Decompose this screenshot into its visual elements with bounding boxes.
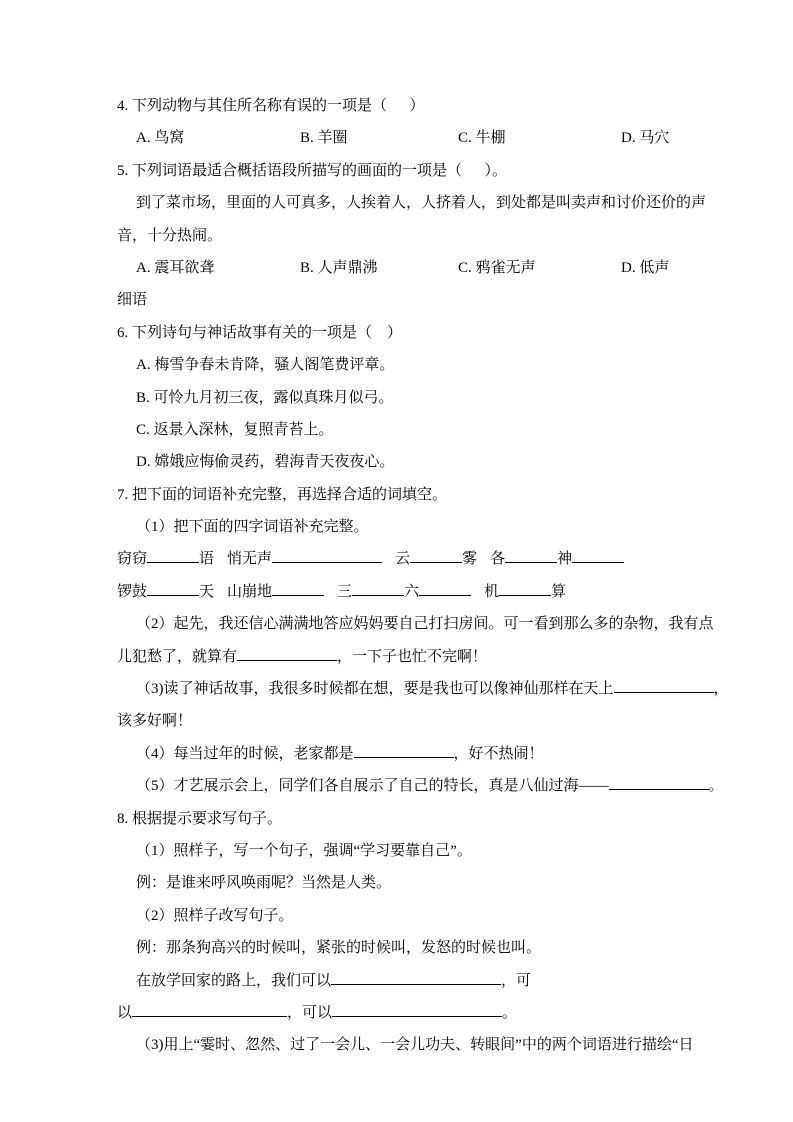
sentence-text: ，可以: [287, 1004, 333, 1021]
answer-blank: [332, 1002, 502, 1017]
option-a: A. 鸟窝: [136, 130, 185, 147]
question-8-example-2: 例：那条狗高兴的时候叫，紧张的时候叫，发怒的时候也叫。: [136, 940, 542, 957]
idiom-text: 云: [395, 551, 411, 568]
answer-blank: [331, 970, 501, 985]
sentence-text: 以: [117, 1004, 133, 1021]
question-5-passage-line-2: 音，十分热闹。: [117, 227, 223, 244]
idiom-text: 山崩地: [227, 583, 273, 600]
answer-blank: [352, 581, 404, 596]
question-7-stem: 7. 把下面的词语补充完整，再选择合适的词填空。: [117, 486, 448, 503]
question-8-sub1-label: （1）照样子，写一个句子，强调“学习要靠自己”。: [136, 842, 472, 859]
answer-blank: [147, 548, 199, 563]
idiom-text: 语: [199, 551, 215, 568]
sentence-text: （5）才艺展示会上，同学们各自展示了自己的特长，真是八仙过海——: [136, 778, 609, 795]
question-7-idiom-row-2: [117, 576, 693, 608]
option-a: A. 震耳欲聋: [136, 259, 215, 276]
idiom-text: 三: [337, 583, 353, 600]
idiom-group: [117, 543, 214, 575]
question-5-stem: 5. 下列词语最适合概括语段所描写的画面的一项是（ ）。: [117, 162, 508, 179]
question-8-example-1: 例：是谁来呼风唤雨呢？当然是人类。: [136, 875, 392, 892]
question-6-option-b: B. 可怜九月初三夜，露似真珠月似弓。: [136, 389, 394, 406]
idiom-group: [490, 543, 624, 575]
answer-blank: [410, 548, 462, 563]
option-b: B. 人声鼎沸: [300, 259, 378, 276]
question-8-sentence-line-1: [117, 965, 693, 997]
answer-blank: [614, 678, 714, 693]
question-4-options: [117, 122, 693, 154]
sentence-text: （3)读了神话故事，我很多时候都在想，要是我也可以像神仙那样在天上: [136, 681, 614, 698]
question-7-idiom-row-1: [117, 543, 693, 575]
sentence-text: ，好不热闹！: [453, 745, 544, 762]
option-d: D. 马穴: [621, 130, 670, 147]
idiom-group: [227, 543, 382, 575]
answer-blank: [147, 581, 199, 596]
idiom-text: 悄无声: [227, 551, 273, 568]
question-7-sub1-label: （1）把下面的四字词语补充完整。: [136, 519, 369, 536]
question-8-sentence-line-2: [117, 997, 693, 1029]
idiom-text: 神: [557, 551, 573, 568]
answer-blank: [505, 548, 557, 563]
question-7-sub4: [117, 738, 693, 770]
sentence-text: 儿犯愁了，就算有: [117, 648, 238, 665]
question-6-option-c: C. 返景入深林，复照青苔上。: [136, 421, 334, 438]
idiom-text: 锣鼓: [117, 583, 148, 600]
question-4-stem: 4. 下列动物与其住所名称有误的一项是（ ）: [117, 98, 425, 114]
answer-blank: [572, 548, 624, 563]
question-5-options: [117, 252, 693, 284]
sentence-text: ，一下子也忙不完啊！: [337, 648, 488, 665]
question-7-sub2-line-2: [117, 641, 693, 673]
question-6-option-a: A. 梅雪争春未肯降，骚人阁笔费评章。: [136, 357, 395, 374]
answer-blank: [419, 581, 471, 596]
answer-blank: [609, 775, 709, 790]
question-8-stem: 8. 根据提示要求写句子。: [117, 810, 283, 827]
answer-blank: [272, 581, 324, 596]
sentence-text: ，: [713, 681, 729, 698]
question-7-sub3-line-2: 该多好啊！: [117, 713, 193, 730]
idiom-text: 机: [484, 583, 500, 600]
question-7-sub5: [117, 770, 724, 802]
sentence-text: ，可: [501, 972, 532, 989]
idiom-text: 六: [404, 583, 420, 600]
option-c: C. 鸦雀无声: [458, 259, 536, 276]
idiom-text: 各: [490, 551, 506, 568]
idiom-text: 天: [199, 583, 215, 600]
option-c: C. 牛棚: [458, 130, 506, 147]
option-d: D. 低声: [621, 259, 670, 276]
question-6-stem: 6. 下列诗句与神话故事有关的一项是（ ）: [117, 324, 403, 341]
answer-blank: [132, 1002, 287, 1017]
question-5-option-d-wrap: 细语: [117, 292, 148, 309]
answer-blank: [272, 548, 382, 563]
idiom-group: [395, 543, 477, 575]
idiom-text: 窃窃: [117, 551, 148, 568]
question-6-option-d: D. 嫦娥应悔偷灵药，碧海青天夜夜心。: [136, 454, 395, 471]
question-8-sub2-label: （2）照样子改写句子。: [136, 907, 294, 924]
sentence-text: （4）每当过年的时候，老家都是: [136, 745, 354, 762]
answer-blank: [237, 646, 337, 661]
idiom-text: 雾: [462, 551, 478, 568]
idiom-group: [484, 576, 566, 608]
idiom-text: 算: [551, 583, 567, 600]
question-5-passage-line-1: 到了菜市场，里面的人可真多，人挨着人，人挤着人，到处都是叫卖声和讨价还价的声: [136, 195, 707, 212]
question-7-sub3-line-1: [117, 673, 729, 705]
idiom-group: [337, 576, 471, 608]
sentence-text: 。: [708, 778, 724, 795]
idiom-group: [227, 576, 324, 608]
question-7-sub2-line-1: （2）起先，我还信心满满地答应妈妈要自己打扫房间。可一看到那么多的杂物，我有点: [136, 616, 714, 633]
option-b: B. 羊圈: [300, 130, 348, 147]
answer-blank: [499, 581, 551, 596]
sentence-text: 。: [502, 1004, 518, 1021]
question-8-sub3-label: （3)用上“霎时、忽然、过了一会儿、一会儿功夫、转眼间”中的两个词语进行描绘“日: [136, 1037, 694, 1054]
idiom-group: [117, 576, 214, 608]
sentence-text: 在放学回家的路上，我们可以: [136, 972, 332, 989]
answer-blank: [354, 743, 454, 758]
